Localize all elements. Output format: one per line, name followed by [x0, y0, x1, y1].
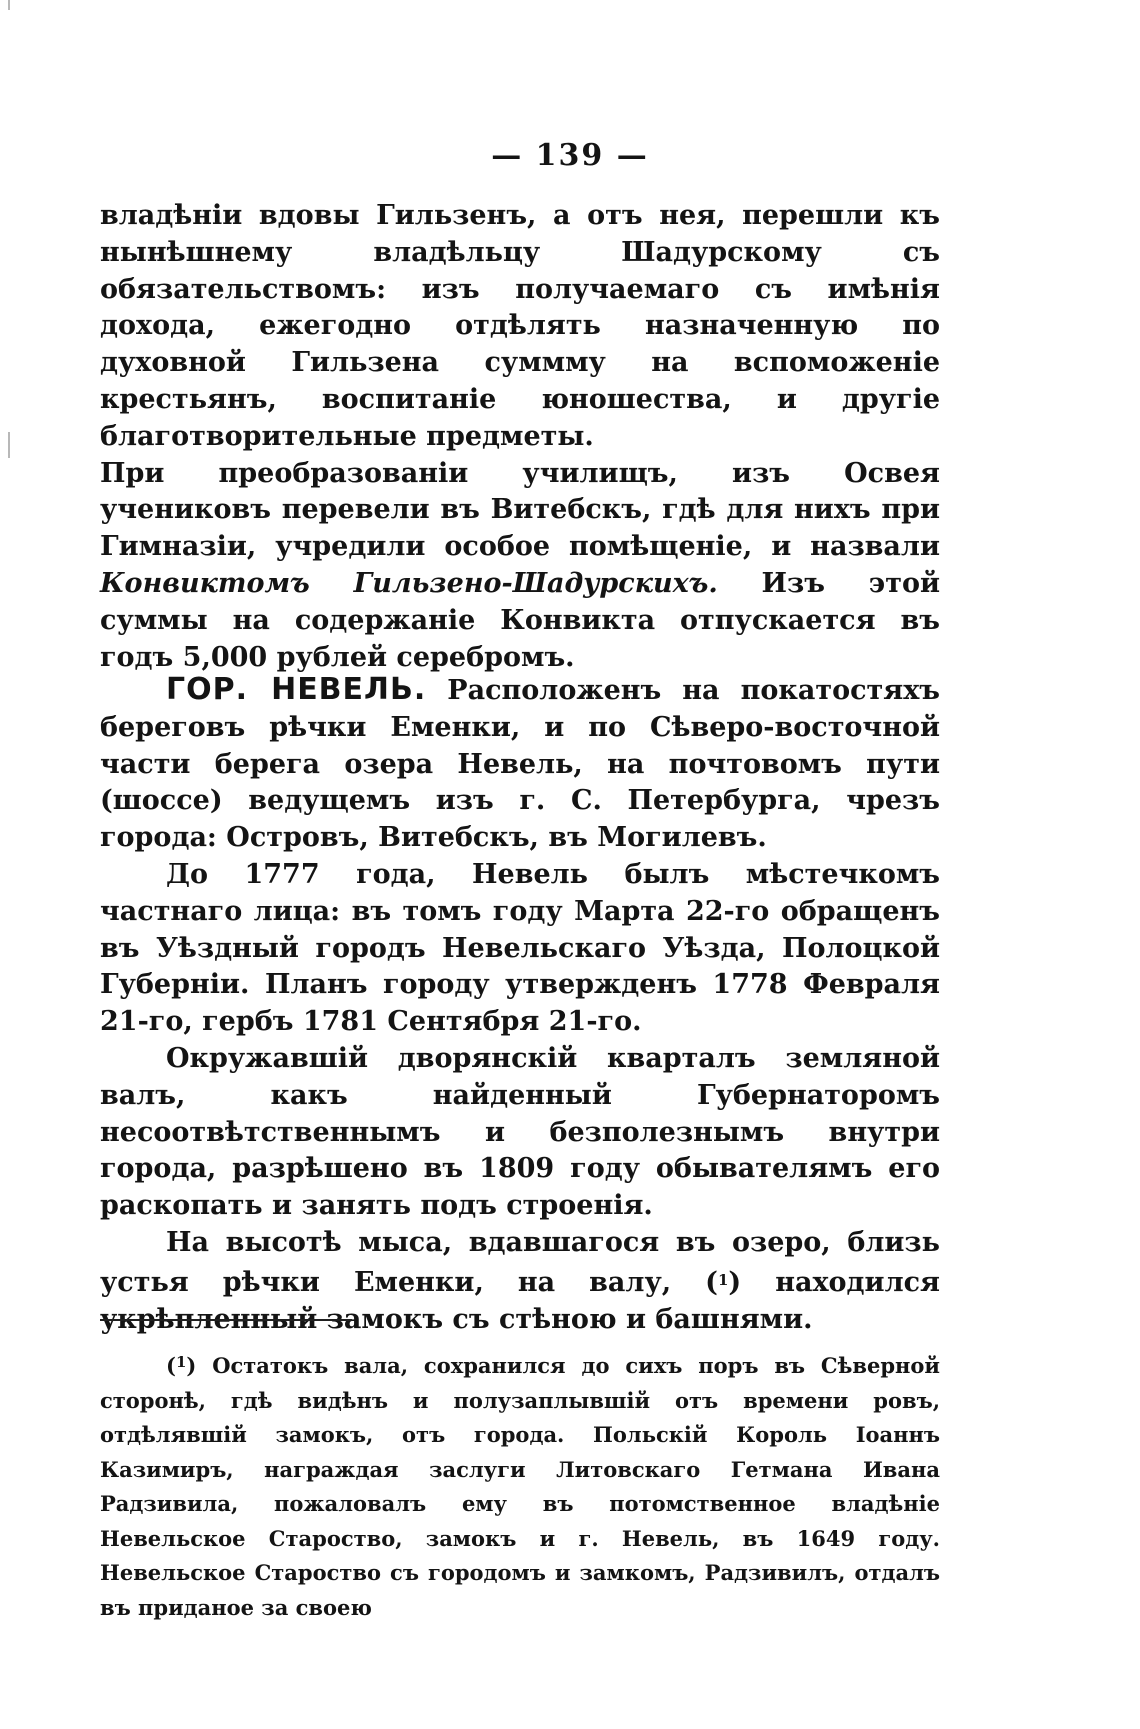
section-nevel-intro — [100, 672, 940, 857]
text-block-top — [100, 198, 940, 676]
footnote-marker: 1 — [175, 1353, 187, 1371]
paragraph-history: До 1777 года, Невель былъ мѣстечкомъ частнаго лица: въ томъ году Марта 22-го обращенъ въ Уѣздный городъ Невельскаго Уѣзда, Полоцкой Губерніи. Планъ городу утвержденъ 1778 Февраля 21-го, гербъ 1781 Сентября 21-го. — [100, 858, 940, 1038]
section-intro-text: Расположенъ на покатостяхъ береговъ рѣчки Еменки, и по Сѣверо-восточной части берега озера Невель, на почтовомъ пути (шоссе) ведущемъ изъ г. С. Петербурга, чрезъ города: Островъ, Витебскъ, въ Могилевъ. — [100, 675, 940, 854]
footnote-marker-open: ( — [166, 1353, 176, 1378]
footnote-divider — [100, 1319, 352, 1321]
footnote-reference[interactable]: 1 — [717, 1270, 729, 1289]
footnote — [100, 1345, 940, 1625]
page-number: — 139 — — [491, 138, 649, 173]
scan-edge-mark-left — [8, 432, 10, 458]
paragraph-castle-before: На высотѣ мыса, вдавшагося въ озеро, близь устья рѣчки Еменки, на валу, ( — [100, 1226, 940, 1298]
paragraph-convict — [100, 456, 940, 677]
paragraph-convict-lead: При преобразованіи училищъ, изъ Освея учениковъ перевели въ Витебскъ, гдѣ для нихъ при Гимназіи, учредили особое помѣщеніе, и назвали — [100, 457, 940, 563]
text-block-nevel — [100, 672, 940, 1338]
footnote-marker-close: ) — [186, 1353, 197, 1378]
paragraph-castle — [100, 1225, 940, 1338]
scan-edge-mark-top — [8, 0, 10, 10]
section-heading: ГОР. НЕВЕЛЬ. — [166, 672, 427, 707]
paragraph-continuation: владѣніи вдовы Гильзенъ, а отъ нея, перешли къ нынѣшнему владѣльцу Шадурскому съ обязательствомъ: изъ получаемаго съ имѣнія дохода, ежегодно отдѣлять назначенную по духовной Гильзена суммму на вспоможеніе крестьянъ, воспитаніе юношества, и другіе благотворительные предметы. — [100, 200, 940, 452]
paragraph-castle-after: ) находился укрѣпленный замокъ съ стѣною и башнями. — [100, 1266, 941, 1335]
paragraph-convict-tail: Изъ этой суммы на содержаніе Конвикта отпускается въ годъ 5,000 рублей серебромъ. — [100, 567, 940, 673]
footnote-text: Остатокъ вала, сохранился до сихъ поръ въ Сѣверной сторонѣ, гдѣ видѣнъ и полузаплывшій отъ времени ровъ, отдѣлявшій замокъ, отъ города. Польскій Король Іоаннъ Казимиръ, награждая заслуги Литовскаго Гетмана Ивана Радзивила, пожаловалъ ему въ потомственное владѣніе Невельское Староство, замокъ и г. Невель, въ 1649 году. Невельское Староство съ городомъ и замкомъ, Радзивилъ, отдалъ въ приданое за своею — [100, 1353, 940, 1620]
paragraph-rampart: Окружавшій дворянскій кварталъ земляной валъ, какъ найденный Губернаторомъ несоотвѣтственнымъ и безполезнымъ внутри города, разрѣшено въ 1809 году обывателямъ его раскопать и занять подъ строенія. — [100, 1042, 940, 1222]
convict-name-italic: Конвиктомъ Гильзено-Шадурскихъ. — [100, 567, 718, 599]
